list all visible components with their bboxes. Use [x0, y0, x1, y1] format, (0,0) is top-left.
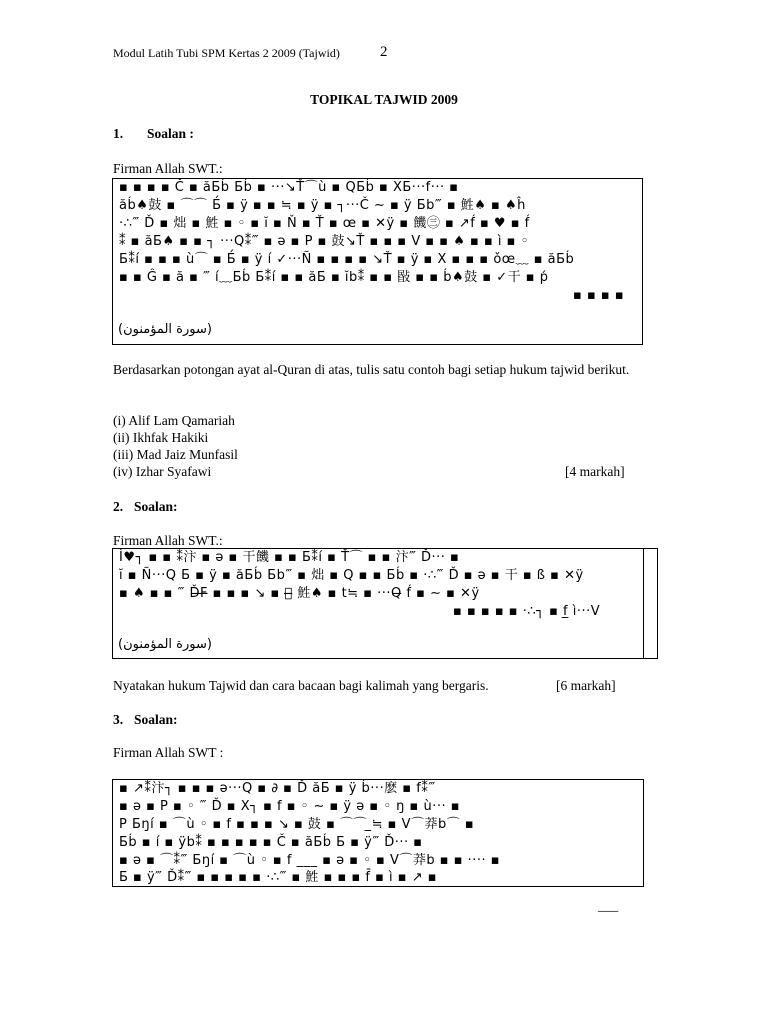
footer-mark: ___: [598, 898, 619, 913]
q1-marks: [4 markah]: [565, 464, 625, 479]
q3-verse-line: P Бŋí ▪ ⌒ù ◦ ▪ f ▪ ▪ ▪ ↘ ▪ 鼓 ▪ ⌒⌒ ̲≒ ▪ V⌒莽b⌒ ▪: [119, 817, 475, 832]
q1-verse-line: ▪ ▪ ▪ ▪ Č ▪ ăБb́ Бb́ ▪ ···↘Ť⌒ù ▪ QБb́ ▪ ХБ···f··· ▪: [119, 180, 459, 195]
q3-number: 3.: [113, 712, 124, 727]
q1-intro: Firman Allah SWT.:: [113, 161, 223, 176]
q2-sura-name: (سورة المؤمنون): [118, 637, 212, 652]
q2-verse-line: ĭ ▪ Ñ···Q Б ▪ ÿ ▪ ăБb́ Бb‴ ▪ 炪 ▪ Q ▪ ▪ Бb́ ▪ ·∴‴ Ď ▪ ə ▪ 干 ▪ ß ▪ ✕ÿ: [119, 568, 584, 583]
q2-marks: [6 markah]: [556, 678, 616, 693]
q1-verse-box: [112, 178, 643, 345]
q1-item-2: (ii) Ikhfak Hakiki: [113, 430, 209, 445]
page-title: TOPIKAL TAJWID 2009: [310, 92, 458, 107]
q3-intro: Firman Allah SWT :: [113, 745, 224, 760]
q2-verse-line: Ì♥┐ ▪ ▪ ⁑汴 ▪ ə ▪ 干饑 ▪ ▪ Б⁑í ▪ Ť⌒ ▪ ▪ 汴‴ Ď··· ▪: [119, 550, 460, 565]
q1-verse-line: Б⁑í ▪ ▪ ▪ ù⌒ ▪ Б́ ▪ ÿ í ✓···Ñ ▪ ▪ ▪ ▪ ↘Ť ▪ ÿ ▪ Х ▪ ▪ ▪ ǒœ﹏ ▪ ăБb́: [119, 252, 575, 267]
q1-verse-line: ·∴‴ Ď ▪ 炪 ▪ 鮏 ▪ ◦ ▪ ĭ ▪ Ň ▪ Ť ▪ œ ▪ ✕ÿ ▪ 饑㊂ ▪ ↗f́ ▪ ♥ ▪ f́: [119, 216, 530, 231]
q3-verse-box: [112, 779, 644, 887]
q3-verse-line: ▪ ə ▪ P ▪ ◦ ‴ Ď ▪ Х┐ ▪ f ▪ ◦ ∼ ▪ ÿ ə ▪ ◦ ŋ ▪ ù··· ▪: [119, 799, 461, 814]
q3-verse-line: ▪ ↗⁑汴┐ ▪ ▪ ▪ ə···Q ▪ ∂ ▪ Ď ăБ ▪ ÿ b́···麽 ▪ f⁑‴: [119, 781, 436, 796]
q1-sura-name: (سورة المؤمنون): [118, 322, 212, 337]
q2-box-divider: [643, 549, 644, 658]
q1-item-4: (iv) Izhar Syafawi: [113, 464, 212, 479]
q2-intro: Firman Allah SWT.:: [113, 533, 223, 548]
q1-verse-line: ▪ ▪ Ĝ ▪ ă ▪ ‴ í﹏Бb́ Б⁑í ▪ ▪ ăБ ▪ ĭb⁑ ▪ ▪ 敯 ▪ ▪ b́♠鼓 ▪ ✓干 ▪ ṕ: [119, 270, 549, 285]
q3-verse-line: Б ▪ ÿ‴ Ď⁑‴ ▪ ▪ ▪ ▪ ▪ ·∴‴ ▪ 鮏 ▪ ▪ ▪ f̄ ▪ ì ▪ ↗ ▪: [119, 870, 438, 885]
q1-item-3: (iii) Mad Jaiz Munfasil: [113, 447, 238, 462]
q1-item-1: (i) Alif Lam Qamariah: [113, 413, 235, 428]
q1-verse-line: ăb́♠鼓 ▪ ⌒⌒ Б́ ▪ ÿ ▪ ▪ ≒ ▪ ÿ ▪ ┐···Č ∼ ▪ ÿ Бb‴ ▪ 鮏♠ ▪ ♠ĥ: [119, 198, 526, 213]
running-header: Modul Latih Tubi SPM Kertas 2 2009 (Tajwid): [113, 46, 340, 60]
q1-verse-line: ⁑ ▪ ăБ♠ ▪ ▪ ┐ ···Q⁑‴ ▪ ə ▪ P ▪ 鼓↘Ť ▪ ▪ ▪ V ▪ ▪ ♠ ▪ ▪ ì ▪ ◦: [119, 234, 529, 249]
q3-label: Soalan:: [134, 712, 178, 727]
q2-instruction: Nyatakan hukum Tajwid dan cara bacaan bagi kalimah yang bergaris.: [113, 678, 489, 693]
q2-verse-box: [112, 548, 658, 659]
q3-verse-line: Бb́ ▪ í ▪ ÿb⁑ ▪ ▪ ▪ ▪ ▪ Č ▪ ăБb́ Б ▪ ÿ‴ Ď··· ▪: [119, 835, 423, 850]
q2-verse-line: ▪ ▪ ▪ ▪ ▪ ·∴┐ ▪ f̲ ì···V: [453, 604, 601, 619]
q2-number: 2.: [113, 499, 124, 514]
q2-label: Soalan:: [134, 499, 178, 514]
q1-instruction: Berdasarkan potongan ayat al-Quran di atas, tulis satu contoh bagi setiap hukum tajwid berikut.: [113, 362, 630, 377]
page-number: 2: [380, 44, 388, 60]
q1-number: 1.: [113, 126, 124, 141]
q1-verse-line: ▪ ▪ ▪ ▪: [573, 288, 625, 303]
q3-verse-line: ▪ ə ▪ ⌒⁑‴ Бŋí ▪ ⌒ù ◦ ▪ f ___ ▪ ə ▪ ◦ ▪ V⌒莽b ▪ ▪ ···· ▪: [119, 853, 501, 868]
q1-label: Soalan :: [147, 126, 194, 141]
q2-verse-line: ▪ ♠ ▪ ▪ ‴ Ď̶F̶ ▪ ▪ ▪ ↘ ▪ 饑̶ 鮏♠ ▪ t≒ ▪ ···Q̶ f́ ▪ ∼ ▪ ✕ÿ: [119, 586, 480, 601]
